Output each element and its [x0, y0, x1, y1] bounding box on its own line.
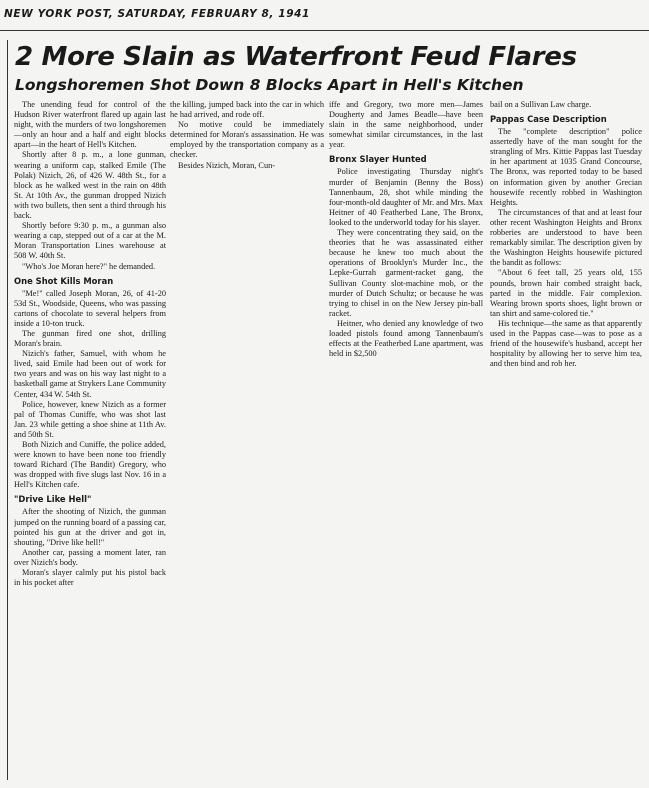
paragraph: The "complete description" police assertedly have of the man sought for the strangling of Mrs. Kittie Pappas last Tuesday in her apartment at 1035 Grand Concourse, The Bronx, was reported today to be based on information given by another Grecian housewife recently robbed in Washington Heights.	[490, 127, 642, 207]
column-border	[7, 40, 8, 780]
paragraph: Both Nizich and Cuniffe, the police added, were known to have been none too friendly toward Richard (The Bandit) Gregory, who was dropped with five slugs last Nov. 16 in a Hell's Kitchen cafe.	[14, 440, 166, 490]
paragraph: "Me!" called Joseph Moran, 26, of 41-20 53d St., Woodside, Queens, who was passing cartons of chocolate to several helpers from inside a 10-ton truck.	[14, 288, 166, 328]
paragraph: Police investigating Thursday night's murder of Benjamin (Benny the Boss) Tannenbaum, 28, shot while minding the four-month-old daughter of Mr. and Mrs. Max Heitner of 40 Featherbed Lane, The Bronx, looked to the underworld today for his slayer.	[329, 167, 483, 227]
paragraph: No motive could be immediately determined for Moran's assassination. He was employed by the transportation company as a checker.	[170, 120, 324, 160]
column-3	[329, 100, 483, 780]
paragraph: After the shooting of Nizich, the gunman jumped on the running board of a passing car, pointed his gun at the driver and got in, shouting, "Drive like hell!"	[14, 507, 166, 547]
paragraph: They were concentrating they said, on the theories that he was assassinated either because he knew too much about the operations of Brooklyn's Murder Inc., the Lepke-Gurrah garment-racket gang, the Sullivan County slot-machine mob, or the murder of Dutch Schultz; or because he was trying to chisel in on the New Jersey pin-ball racket.	[329, 228, 483, 318]
paragraph: Besides Nizich, Moran, Cun-	[178, 160, 276, 170]
paragraph: The circumstances of that and at least four other recent Washington Heights and Bronx robberies are understood to have been remarkably similar. The description given by the Washington Heights housewife pictured the bandit as follows:	[490, 207, 642, 268]
paragraph: iffe and Gregory, two more men—James Dougherty and James Beadle—have been slain in the same neighborhood, under somewhat similar circumstances, in the last year.	[329, 100, 483, 150]
paragraph: Nizich's father, Samuel, with whom he lived, said Emile had been out of work for two years and was on his way last night to a basketball game at Strykers Lane Community Center, 434 W. 54th St.	[14, 349, 166, 399]
paragraph: Shortly after 8 p. m., a lone gunman, wearing a uniform cap, stalked Emile (The Polak) Nizich, 26, of 426 W. 48th St., for a block as he walked west in the rain on 48th St. At 10th Av., the gunman dropped Nizich with two bullets, then sent a third through his back.	[14, 150, 166, 221]
section-heading: Pappas Case Description	[490, 114, 607, 125]
paragraph: His technique—the same as that apparently used in the Pappas case—was to pose as a friend of the housewife's husband, accept her hospitality by allowing her to serve him tea, and then bind and rob her.	[490, 318, 642, 369]
column-4	[490, 100, 642, 780]
section-heading: "Drive Like Hell"	[14, 494, 92, 505]
paragraph: The gunman fired one shot, drilling Moran's brain.	[14, 328, 166, 349]
section-heading: One Shot Kills Moran	[14, 275, 114, 286]
paragraph: "About 6 feet tall, 25 years old, 155 pounds, brown hair combed straight back, parted in the middle. Fair complexion. Wearing brown sports shoes, light brown or tan shirt and same-colored tie."	[490, 268, 642, 318]
headline: 2 More Slain as Waterfront Feud Flares	[15, 42, 577, 72]
column-2	[170, 100, 324, 780]
paragraph: Heitner, who denied any knowledge of two loaded pistols found among Tannenbaum's effects at the Featherbed Lane apartment, was held in $2,500	[329, 318, 483, 359]
paragraph: the killing, jumped back into the car in which he had arrived, and rode off.	[170, 100, 324, 120]
paragraph: The unending feud for control of the Hudson River waterfront flared up again last night, with the murders of two longshoremen—only an hour and a half and eight blocks apart—in the heart of Hell's Kitchen.	[14, 100, 166, 150]
subheadline: Longshoremen Shot Down 8 Blocks Apart in Hell's Kitchen	[15, 76, 524, 94]
paragraph: Another car, passing a moment later, ran over Nizich's body.	[14, 547, 166, 567]
column-1	[14, 100, 166, 780]
paragraph: Police, however, knew Nizich as a former pal of Thomas Cuniffe, who was shot last Jan. 23 while getting a shoe shine at 11th Av. and 50th St.	[14, 399, 166, 439]
masthead-rule	[0, 30, 649, 31]
paragraph: bail on a Sullivan Law charge.	[490, 100, 592, 109]
dateline: NEW YORK POST, SATURDAY, FEBRUARY 8, 1941	[4, 8, 310, 20]
paragraph: Moran's slayer calmly put his pistol back in his pocket after	[14, 568, 166, 588]
paragraph: "Who's Joe Moran here?" he demanded.	[22, 261, 156, 271]
paragraph: Shortly before 9:30 p. m., a gunman also wearing a cap, stepped out of a car at the M. Moran Transportation Lines warehouse at 508 W. 40th St.	[14, 221, 166, 261]
section-heading: Bronx Slayer Hunted	[329, 154, 427, 165]
